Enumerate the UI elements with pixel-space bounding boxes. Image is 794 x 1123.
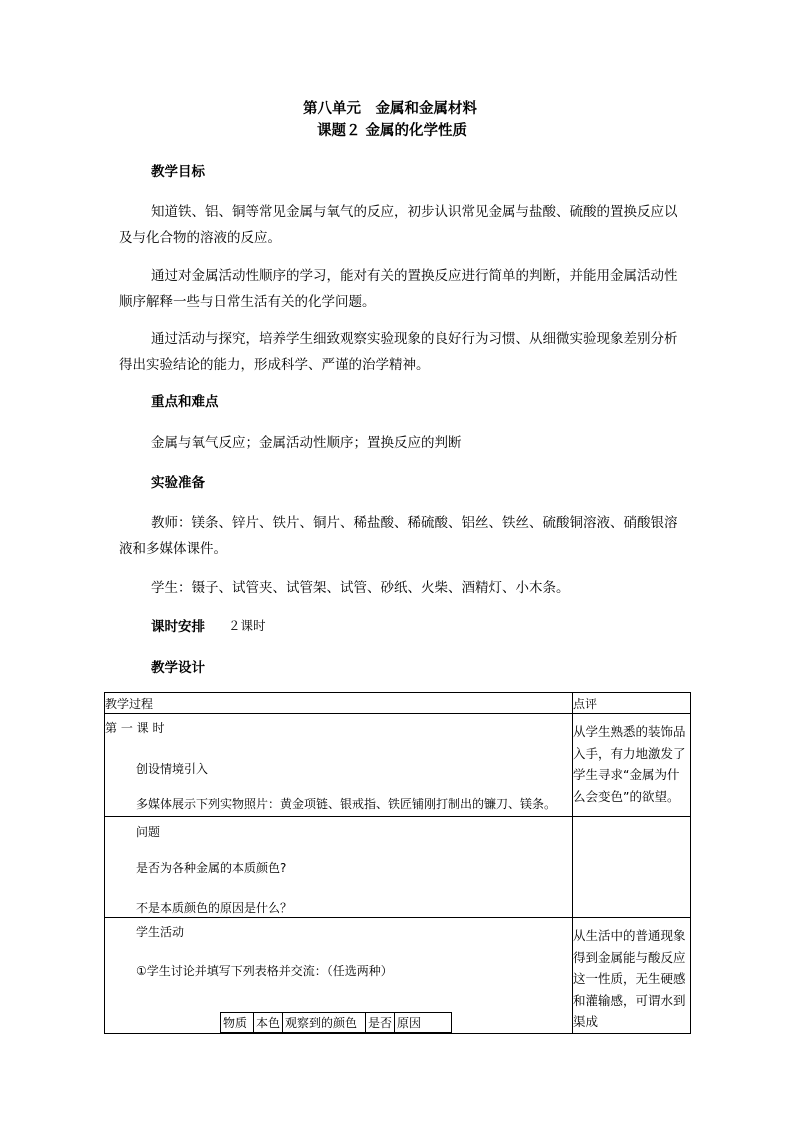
table-row xyxy=(105,817,691,918)
header-process: 教学过程 xyxy=(105,697,154,711)
header-comment: 点评 xyxy=(573,697,598,711)
table-header-row xyxy=(105,693,691,714)
obs-col-substance: 物质 xyxy=(221,1013,254,1033)
process-cell-lesson1 xyxy=(105,714,573,817)
intro-label: 创设情境引入 xyxy=(136,762,209,776)
observation-table xyxy=(220,1012,452,1033)
unit-title: 第八单元 金属和金属材料 xyxy=(303,101,477,117)
obs-col-observed: 观察到的颜色 xyxy=(283,1013,366,1033)
comment-cell-lesson1 xyxy=(573,714,691,817)
lesson-label: 第 一 课 时 xyxy=(105,721,165,735)
comment-cell-question xyxy=(573,817,691,918)
lesson-title: 课题２ 金属的化学性质 xyxy=(317,123,468,139)
preparation-student: 学生：镊子、试管夹、试管架、试管、砂纸、火柴、酒精灯、小木条。 xyxy=(151,580,570,596)
obs-col-reason: 原因 xyxy=(395,1013,452,1033)
activity-task: ①学生讨论并填写下列表格并交流：（任选两种） xyxy=(136,964,393,978)
teaching-design-table xyxy=(104,692,691,1034)
header-process-cell xyxy=(105,693,573,714)
process-cell-question xyxy=(105,817,573,918)
key-points-heading: 重点和难点 xyxy=(151,394,219,410)
obs-col-whether: 是否 xyxy=(366,1013,395,1033)
question-2: 不是本质颜色的原因是什么？ xyxy=(136,901,293,915)
table-row xyxy=(105,714,691,817)
observation-header-row xyxy=(221,1013,452,1033)
preparation-teacher: 教师：镁条、锌片、铁片、铜片、稀盐酸、稀硫酸、铝丝、铁丝、硫酸铜溶液、硝酸银溶液和多媒体课件。 xyxy=(119,515,678,557)
header-comment-cell xyxy=(573,693,691,714)
objective-paragraph-1: 知道铁、铝、铜等常见金属与氧气的反应，初步认识常见金属与盐酸、硫酸的置换反应以及与化合物的溶液的反应。 xyxy=(119,204,678,246)
question-label: 问题 xyxy=(136,825,161,839)
design-heading: 教学设计 xyxy=(151,660,205,676)
objectives-heading: 教学目标 xyxy=(151,164,205,180)
key-points-text: 金属与氧气反应；金属活动性顺序；置换反应的判断 xyxy=(151,435,462,451)
preparation-heading: 实验准备 xyxy=(151,475,205,491)
objective-paragraph-3: 通过活动与探究，培养学生细致观察实验现象的良好行为习惯、从细微实验现象差别分析得出实验结论的能力，形成科学、严谨的治学精神。 xyxy=(119,331,678,373)
schedule-heading: 课时安排 xyxy=(151,619,205,635)
question-1: 是否为各种金属的本质颜色? xyxy=(136,861,287,875)
objective-paragraph-2: 通过对金属活动性顺序的学习，能对有关的置换反应进行简单的判断，并能用金属活动性顺序解释一些与日常生活有关的化学问题。 xyxy=(119,268,678,310)
comment-cell-activity xyxy=(573,918,691,1034)
media-text: 多媒体展示下列实物照片：黄金项链、银戒指、铁匠铺刚打制出的镰刀、镁条。 xyxy=(136,797,557,811)
activity-label: 学生活动 xyxy=(136,925,185,939)
comment-text-3: 从生活中的普通现象得到金属能与酸反应这一性质，无生硬感和灌输感，可谓水到渠成 xyxy=(573,928,686,1029)
comment-text-2 xyxy=(573,817,690,824)
comment-text-1: 从学生熟悉的装饰品入手，有力地激发了学生寻求“金属为什么会变色”的欲望。 xyxy=(573,724,686,804)
obs-col-color: 本色 xyxy=(254,1013,283,1033)
schedule-value: ２课时 xyxy=(228,618,266,633)
